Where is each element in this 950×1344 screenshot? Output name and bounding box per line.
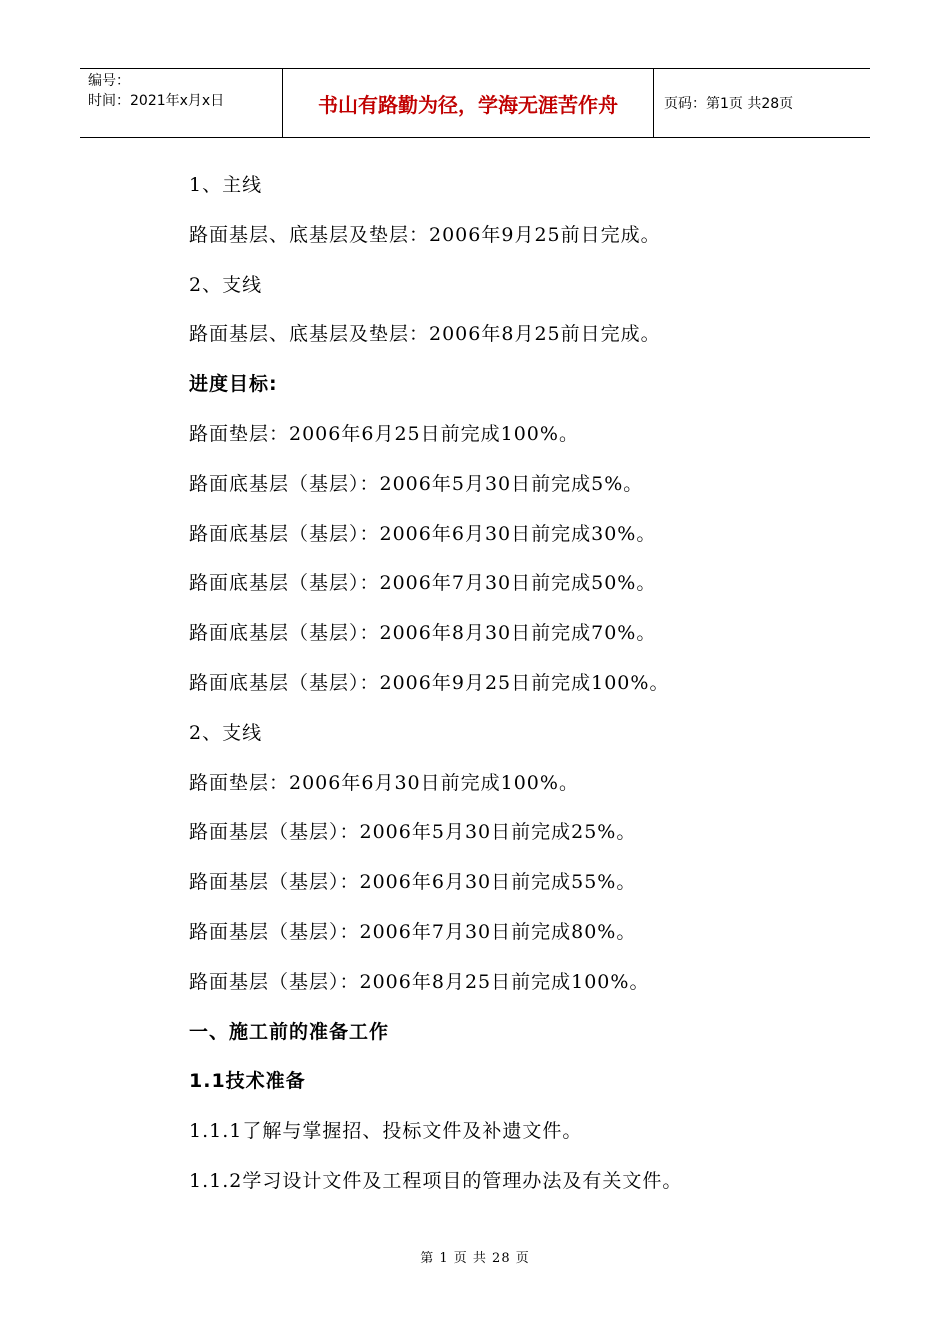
header-motto: 书山有路勤为径，学海无涯苦作舟 <box>282 69 654 137</box>
progress-goals-heading: 进度目标: <box>189 373 278 396</box>
chapter-heading: 一、施工前的准备工作 <box>189 1020 390 1043</box>
paragraph: 路面基层（基层）：2006年5月30日前完成25%。 <box>189 821 637 844</box>
subsection-heading: 1.1技术准备 <box>189 1070 306 1093</box>
paragraph: 路面底基层（基层）：2006年5月30日前完成5%。 <box>189 472 644 495</box>
paragraph: 路面基层（基层）：2006年6月30日前完成55%。 <box>189 871 637 894</box>
paragraph: 路面垫层：2006年6月30日前完成100%。 <box>189 771 579 794</box>
header-page-info: 页码：第1页 共28页 <box>664 96 794 112</box>
page-footer: 第 1 页 共 28 页 <box>420 1251 530 1266</box>
paragraph: 路面底基层（基层）：2006年8月30日前完成70%。 <box>189 622 657 645</box>
section-heading-branch-line: 2、支线 <box>189 273 263 296</box>
section-heading-branch-line: 2、支线 <box>189 721 263 744</box>
paragraph: 路面底基层（基层）：2006年9月25日前完成100%。 <box>189 671 670 694</box>
paragraph: 路面垫层：2006年6月25日前完成100%。 <box>189 422 579 445</box>
paragraph: 路面底基层（基层）：2006年6月30日前完成30%。 <box>189 522 657 545</box>
paragraph: 路面基层（基层）：2006年7月30日前完成80%。 <box>189 920 637 943</box>
paragraph: 路面基层、底基层及垫层：2006年9月25前日完成。 <box>189 223 661 246</box>
paragraph: 1.1.2学习设计文件及工程项目的管理办法及有关文件。 <box>189 1169 683 1192</box>
paragraph: 路面基层、底基层及垫层：2006年8月25前日完成。 <box>189 323 661 346</box>
paragraph: 路面底基层（基层）：2006年7月30日前完成50%。 <box>189 572 657 595</box>
header-meta <box>80 69 282 137</box>
number-label: 编号： <box>88 73 130 89</box>
document-body <box>189 170 869 1216</box>
paragraph: 路面基层（基层）：2006年8月25日前完成100%。 <box>189 970 650 993</box>
paragraph: 1.1.1了解与掌握招、投标文件及补遗文件。 <box>189 1120 583 1143</box>
document-header <box>80 68 870 138</box>
section-heading-main-line: 1、主线 <box>189 174 263 196</box>
time-label: 时间：2021年x月x日 <box>88 93 225 109</box>
